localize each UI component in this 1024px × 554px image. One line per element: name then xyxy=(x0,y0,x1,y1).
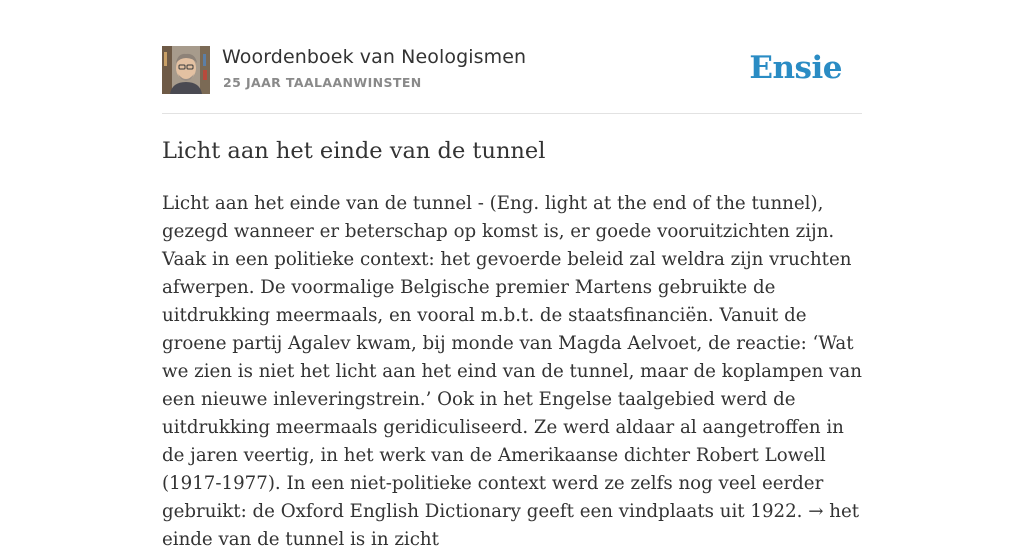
site-title[interactable]: Woordenboek van Neologismen xyxy=(222,46,527,68)
site-header xyxy=(162,46,862,96)
author-avatar[interactable] xyxy=(162,46,210,94)
entry-body xyxy=(162,190,864,554)
site-subtitle: 25 JAAR TAALAANWINSTEN xyxy=(223,75,422,90)
entry-text: Licht aan het einde van de tunnel - (Eng. light at the end of the tunnel), gezegd wanneer er beterschap op komst is, er goede vooruitzichten zijn. Vaak in een politieke context: het gevoerde beleid zal weldra zijn vruchten afwerpen. De voormalige Belgische premier Martens gebruikte de uitdrukking meermaals, en vooral m.b.t. de staatsfinanciën. Vanuit de groene partij Agalev kwam, bij monde van Magda Aelvoet, de reactie: ‘Wat we zien is niet het licht aan het eind van de tunnel, maar de koplampen van een nieuwe inleveringstrein.’ Ook in het Engelse taalgebied werd de uitdrukking meermaals geridiculiseerd. Ze werd aldaar al aangetroffen in de jaren veertig, in het werk van de Amerikaanse dichter Robert Lowell (1917-1977). In een niet-politieke context werd ze zelfs nog veel eerder gebruikt: de Oxford English Dictionary geeft een vindplaats uit 1922. xyxy=(162,193,862,522)
ensie-logo-link[interactable]: Ensie xyxy=(749,50,842,86)
author-portrait-icon xyxy=(162,46,210,94)
header-divider xyxy=(162,113,862,114)
see-also-link[interactable]: het einde van de tunnel is in zicht xyxy=(162,501,860,550)
entry-title: Licht aan het einde van de tunnel xyxy=(162,138,546,164)
arrow-right-icon: → xyxy=(808,501,824,522)
